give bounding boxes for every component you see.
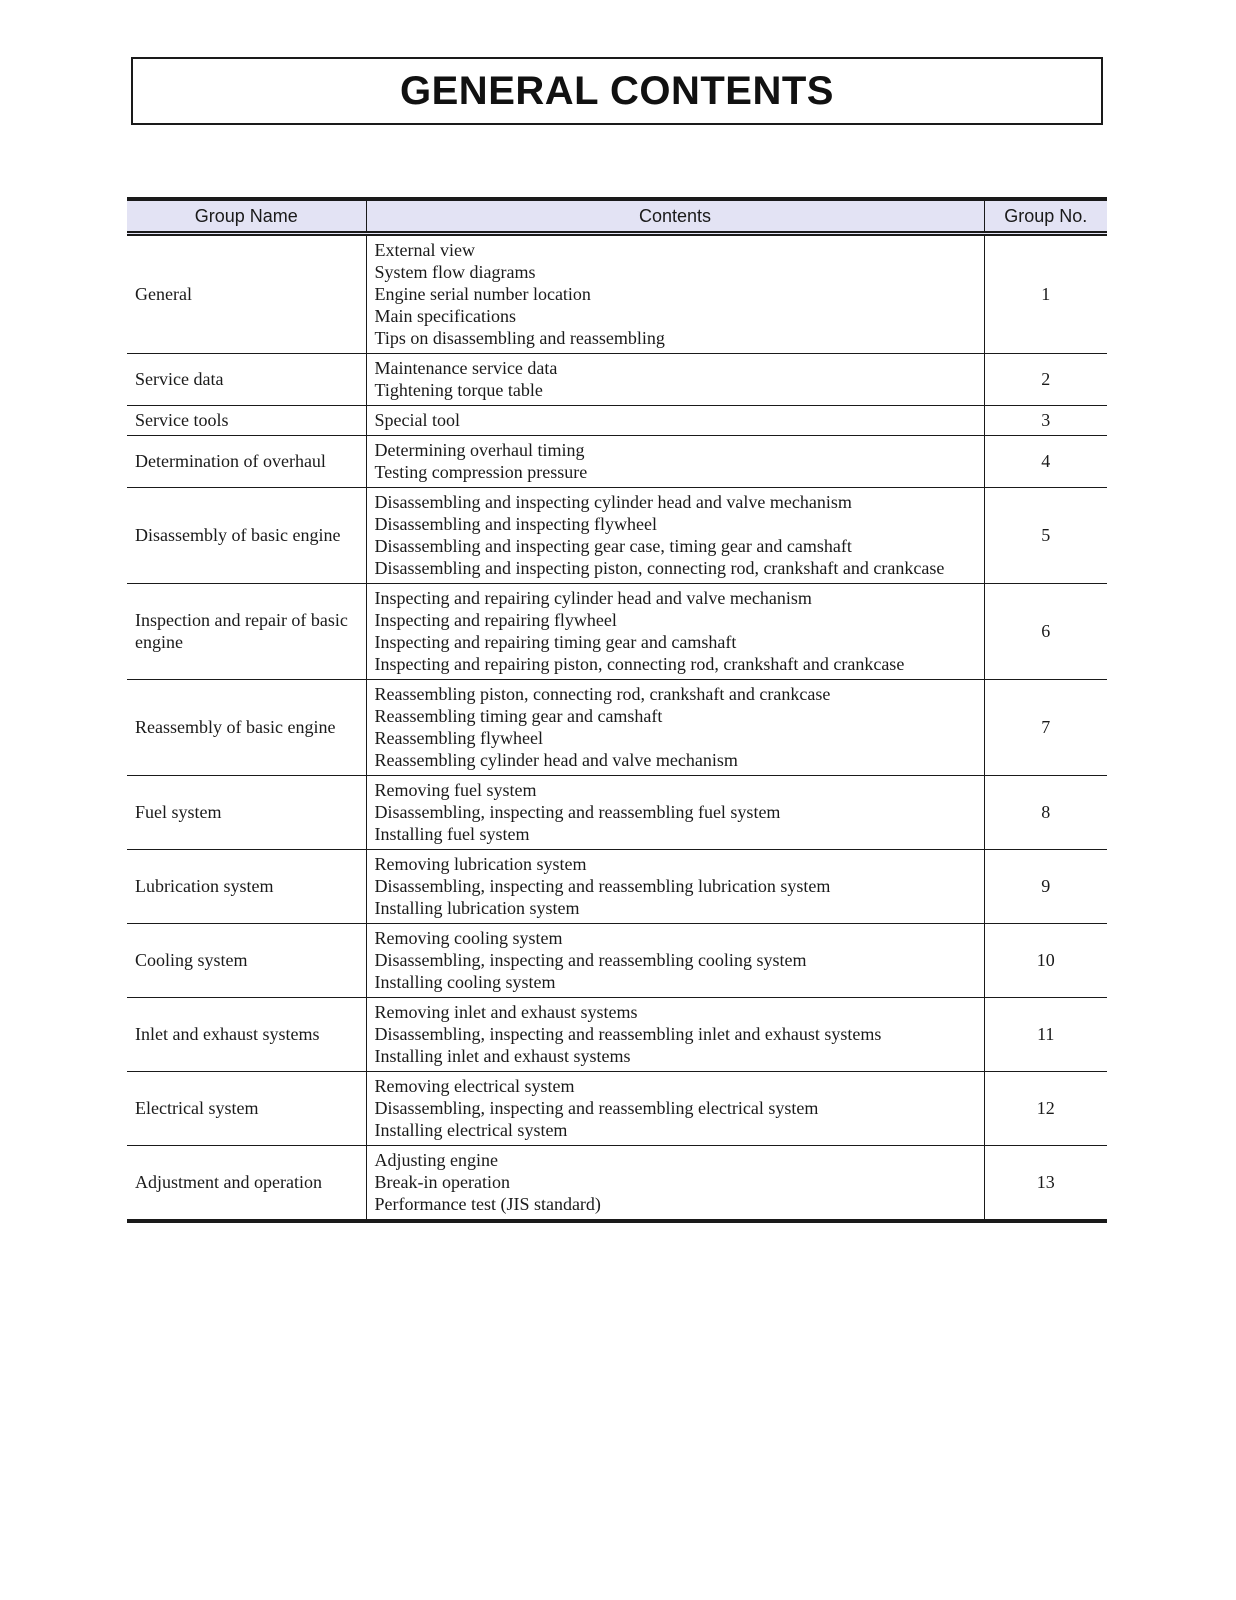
table-row: [127, 680, 1107, 776]
table-row: [127, 406, 1107, 436]
contents-cell: [366, 1146, 984, 1222]
group-name-cell: Adjustment and operation: [127, 1146, 366, 1222]
contents-item: Reassembling cylinder head and valve mechanism: [374, 750, 738, 770]
table-row: [127, 1072, 1107, 1146]
group-number-cell: 2: [984, 354, 1107, 406]
contents-item: Removing cooling system: [374, 928, 563, 948]
contents-cell: [366, 850, 984, 924]
contents-item: Main specifications: [374, 306, 516, 326]
header-group-no: Group No.: [984, 199, 1107, 234]
contents-item: Reassembling flywheel: [374, 728, 543, 748]
contents-item: Removing lubrication system: [374, 854, 587, 874]
table-row: [127, 850, 1107, 924]
contents-cell: [366, 776, 984, 850]
contents-item: Inspecting and repairing flywheel: [374, 610, 617, 630]
title-box: [131, 57, 1103, 125]
table-row: [127, 584, 1107, 680]
contents-item: Disassembling, inspecting and reassembling fuel system: [374, 802, 781, 822]
contents-item: Reassembling piston, connecting rod, crankshaft and crankcase: [374, 684, 831, 704]
contents-cell: [366, 584, 984, 680]
contents-item: Disassembling and inspecting gear case, timing gear and camshaft: [374, 536, 852, 556]
group-name-cell: Fuel system: [127, 776, 366, 850]
contents-item: Installing electrical system: [374, 1120, 568, 1140]
contents-item: Disassembling, inspecting and reassembling electrical system: [374, 1098, 819, 1118]
contents-item: Maintenance service data: [374, 358, 558, 378]
group-number-cell: 4: [984, 436, 1107, 488]
contents-item: Adjusting engine: [374, 1150, 498, 1170]
contents-cell: [366, 234, 984, 354]
contents-cell: [366, 354, 984, 406]
table-row: [127, 488, 1107, 584]
contents-item: Disassembling, inspecting and reassembling inlet and exhaust systems: [374, 1024, 882, 1044]
group-number-cell: 12: [984, 1072, 1107, 1146]
table-row: [127, 1146, 1107, 1222]
contents-item: Installing lubrication system: [374, 898, 580, 918]
group-number-cell: 3: [984, 406, 1107, 436]
contents-item: Disassembling, inspecting and reassembling cooling system: [374, 950, 807, 970]
contents-item: Disassembling and inspecting piston, connecting rod, crankshaft and crankcase: [374, 558, 945, 578]
contents-item: Removing inlet and exhaust systems: [374, 1002, 638, 1022]
contents-item: External view: [374, 240, 475, 260]
table-row: [127, 354, 1107, 406]
contents-cell: [366, 1072, 984, 1146]
group-number-cell: 9: [984, 850, 1107, 924]
group-name-cell: Service data: [127, 354, 366, 406]
contents-item: Break-in operation: [374, 1172, 510, 1192]
contents-item: Disassembling and inspecting cylinder head and valve mechanism: [374, 492, 852, 512]
table-row: [127, 998, 1107, 1072]
group-number-cell: 11: [984, 998, 1107, 1072]
contents-cell: [366, 488, 984, 584]
contents-item: Removing fuel system: [374, 780, 537, 800]
contents-item: Removing electrical system: [374, 1076, 575, 1096]
contents-item: Tips on disassembling and reassembling: [374, 328, 665, 348]
contents-item: Installing inlet and exhaust systems: [374, 1046, 631, 1066]
group-number-cell: 1: [984, 234, 1107, 354]
group-number-cell: 10: [984, 924, 1107, 998]
contents-cell: [366, 998, 984, 1072]
table-body: [127, 234, 1107, 1222]
contents-cell: [366, 436, 984, 488]
table-row: [127, 436, 1107, 488]
header-contents: Contents: [366, 199, 984, 234]
contents-item: Reassembling timing gear and camshaft: [374, 706, 663, 726]
contents-item: Inspecting and repairing piston, connecting rod, crankshaft and crankcase: [374, 654, 905, 674]
group-name-cell: Lubrication system: [127, 850, 366, 924]
contents-item: Testing compression pressure: [374, 462, 588, 482]
table-row: [127, 924, 1107, 998]
page-title: GENERAL CONTENTS: [400, 68, 834, 113]
group-name-cell: Inspection and repair of basic engine: [127, 584, 366, 680]
contents-item: Installing fuel system: [374, 824, 530, 844]
contents-item: System flow diagrams: [374, 262, 536, 282]
group-number-cell: 6: [984, 584, 1107, 680]
contents-item: Installing cooling system: [374, 972, 556, 992]
contents-item: Engine serial number location: [374, 284, 591, 304]
contents-item: Tightening torque table: [374, 380, 543, 400]
contents-item: Inspecting and repairing timing gear and camshaft: [374, 632, 737, 652]
contents-item: Inspecting and repairing cylinder head and valve mechanism: [374, 588, 812, 608]
group-name-cell: Cooling system: [127, 924, 366, 998]
contents-cell: [366, 924, 984, 998]
contents-cell: [366, 680, 984, 776]
table-row: [127, 234, 1107, 354]
contents-item: Disassembling and inspecting flywheel: [374, 514, 657, 534]
group-name-cell: Inlet and exhaust systems: [127, 998, 366, 1072]
group-name-cell: Disassembly of basic engine: [127, 488, 366, 584]
group-name-cell: Service tools: [127, 406, 366, 436]
group-number-cell: 7: [984, 680, 1107, 776]
contents-cell: [366, 406, 984, 436]
header-group-name: Group Name: [127, 199, 366, 234]
contents-item: Special tool: [374, 410, 460, 430]
contents-item: Determining overhaul timing: [374, 440, 585, 460]
contents-table: [127, 197, 1107, 1223]
group-name-cell: Determination of overhaul: [127, 436, 366, 488]
group-name-cell: General: [135, 284, 192, 304]
group-number-cell: 13: [984, 1146, 1107, 1222]
contents-item: Disassembling, inspecting and reassembling lubrication system: [374, 876, 831, 896]
group-number-cell: 5: [984, 488, 1107, 584]
group-number-cell: 8: [984, 776, 1107, 850]
table-row: [127, 776, 1107, 850]
table-header-row: [127, 199, 1107, 234]
group-name-cell: Reassembly of basic engine: [127, 680, 366, 776]
group-name-cell: Electrical system: [127, 1072, 366, 1146]
contents-item: Performance test (JIS standard): [374, 1194, 601, 1214]
